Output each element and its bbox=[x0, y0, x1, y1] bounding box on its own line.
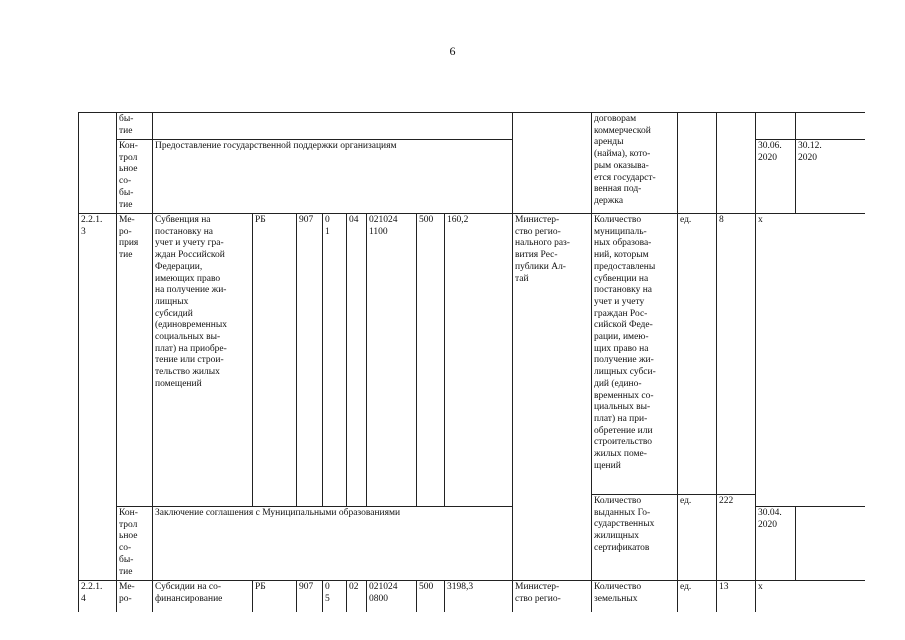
cell-executor-empty bbox=[513, 113, 592, 214]
cell-amount: 3198,3 bbox=[445, 581, 513, 613]
cell-vr: 500 bbox=[417, 214, 445, 507]
cell-number: 2.2.1. 3 bbox=[79, 214, 117, 581]
document-sheet bbox=[78, 112, 865, 612]
cell-empty bbox=[756, 113, 796, 140]
cell-description: Заключение соглашения с Муниципальными образованиями bbox=[153, 507, 513, 581]
cell-rz: 0 1 bbox=[323, 214, 347, 507]
cell-indicator: Количество выданных Го- сударственных жилищных сертификатов bbox=[592, 495, 678, 581]
cell-unit: ед. bbox=[678, 214, 717, 495]
cell-rz: 0 5 bbox=[323, 581, 347, 613]
cell-csr: 021024 1100 bbox=[367, 214, 417, 507]
cell-executor: Министер- ство регио- нального раз- вития Рес- публики Ал- тай bbox=[513, 214, 592, 581]
cell-type: Кон- трол ьное со- бы- тие bbox=[117, 507, 153, 581]
cell-executor: Министер- ство регио- bbox=[513, 581, 592, 613]
table-row bbox=[79, 581, 866, 613]
cell-unit-empty bbox=[678, 113, 717, 214]
table-row bbox=[79, 214, 866, 495]
page-number: 6 bbox=[449, 44, 456, 58]
cell-pr: 02 bbox=[347, 581, 367, 613]
cell-date-start: 30.06. 2020 bbox=[756, 140, 796, 214]
cell-type: Ме- ро- прия тие bbox=[117, 214, 153, 507]
cell-pr: 04 bbox=[347, 214, 367, 507]
cell-value: 13 bbox=[717, 581, 756, 613]
cell-mark: х bbox=[756, 214, 866, 507]
cell-name: Субвенция на постановку на учет и учету гра- ждан Российской Федерации, имеющих право на получение жи- лищных субсидий (единовременных социальных вы- плат) на приобре- тение или строи- тельство жилых помещений bbox=[153, 214, 253, 507]
cell-type: Ме- ро- bbox=[117, 581, 153, 613]
cell-indicator: договорам коммерческой аренды (найма), кото- рым оказыва- ется государст- венная под- держка bbox=[592, 113, 678, 214]
cell-date-start: 30.04. 2020 bbox=[756, 507, 796, 581]
cell-type: бы- тие bbox=[117, 113, 153, 140]
cell-value: 222 bbox=[717, 495, 756, 581]
measures-table bbox=[78, 112, 865, 612]
cell-name: Субсидии на со- финансирование bbox=[153, 581, 253, 613]
cell-vr: 500 bbox=[417, 581, 445, 613]
table-row bbox=[79, 113, 866, 140]
cell-grbs: 907 bbox=[297, 214, 323, 507]
cell-number: 2.2.1. 4 bbox=[79, 581, 117, 613]
cell-empty bbox=[796, 113, 866, 140]
cell-value-empty bbox=[717, 113, 756, 214]
cell-mark: х bbox=[756, 581, 866, 613]
cell-csr: 021024 0800 bbox=[367, 581, 417, 613]
cell-description: Предоставление государственной поддержки организациям bbox=[153, 140, 513, 214]
cell-type: Кон- трол ьное со- бы- тие bbox=[117, 140, 153, 214]
cell-budget: РБ bbox=[253, 214, 297, 507]
cell-empty bbox=[796, 507, 866, 581]
cell-number-empty bbox=[79, 113, 117, 214]
cell-unit: ед. bbox=[678, 581, 717, 613]
cell-empty bbox=[153, 113, 513, 140]
cell-budget: РБ bbox=[253, 581, 297, 613]
cell-amount: 160,2 bbox=[445, 214, 513, 507]
cell-indicator: Количество муниципаль- ных образова- ний, которым предоставлены субвенции на постановку на учет и учету граждан Рос- сийской Феде- рации, имею- щих право на получение жи- лищных субси- дий (едино- временных со- циальных вы- плат) на при- обретение или строительство жилых поме- щений bbox=[592, 214, 678, 495]
cell-value: 8 bbox=[717, 214, 756, 495]
cell-unit: ед. bbox=[678, 495, 717, 581]
cell-date-end: 30.12. 2020 bbox=[796, 140, 866, 214]
cell-indicator: Количество земельных bbox=[592, 581, 678, 613]
cell-grbs: 907 bbox=[297, 581, 323, 613]
